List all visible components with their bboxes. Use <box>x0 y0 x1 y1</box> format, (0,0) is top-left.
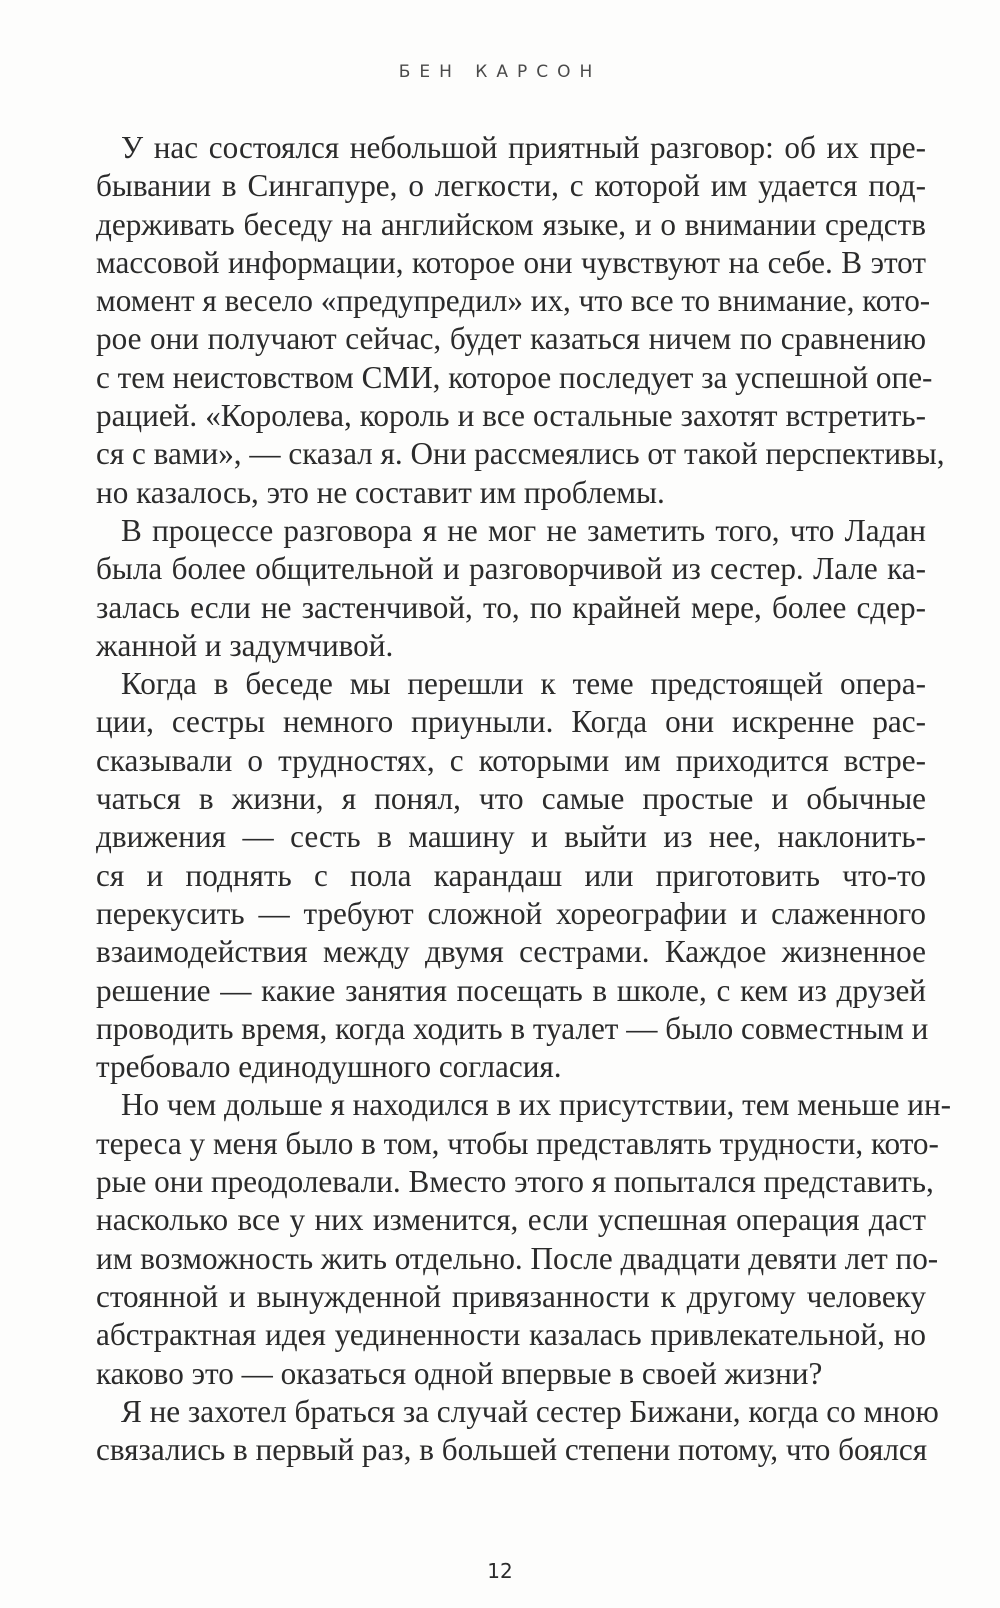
text-line: с тем неистовством СМИ, которое последует за успешной опе- <box>96 359 933 395</box>
text-line: была более общительной и разговорчивой из сестер. Лале ка- <box>96 551 926 587</box>
text-line: В процессе разговора я не мог не заметить того, что Ладан <box>121 512 926 548</box>
text-line: залась если не застенчивой, то, по крайней мере, более сдер- <box>96 589 926 625</box>
body-text <box>96 129 952 1469</box>
paragraph <box>96 1086 952 1392</box>
text-line: У нас состоялся небольшой приятный разговор: об их пре- <box>121 130 926 165</box>
page-number: 12 <box>487 1559 513 1583</box>
text-line: тереса у меня было в том, чтобы представлять трудности, кото- <box>96 1125 939 1161</box>
text-line: перекусить — требуют сложной хореографии и слаженного <box>96 895 926 931</box>
text-line: чаться в жизни, я понял, что самые простые и обычные <box>96 781 926 817</box>
text-line: абстрактная идея уединенности казалась привлекательной, но <box>96 1317 926 1353</box>
text-line: насколько все у них изменится, если успешная операция даст <box>96 1202 926 1238</box>
text-line: каково это — оказаться одной впервые в своей жизни? <box>96 1355 823 1391</box>
text-line: движения — сесть в машину и выйти из нее, наклонить- <box>96 819 926 855</box>
text-line: ся и поднять с пола карандаш или приготовить что-то <box>96 857 926 893</box>
text-line: взаимодействия между двумя сестрами. Каждое жизненное <box>96 934 926 970</box>
text-line: проводить время, когда ходить в туалет — было совместным и <box>96 1010 929 1046</box>
text-line: ции, сестры немного приуныли. Когда они искренне рас- <box>96 704 926 740</box>
paragraph <box>96 129 945 512</box>
text-line: рые они преодолевали. Вместо этого я попытался представить, <box>96 1164 934 1200</box>
paragraph <box>96 665 929 1086</box>
text-line: Я не захотел браться за случай сестер Бижани, когда со мною <box>121 1393 939 1429</box>
text-line: Но чем дольше я находился в их присутствии, тем меньше ин- <box>121 1087 952 1123</box>
text-line: ся с вами», — сказал я. Они рассмеялись от такой перспективы, <box>96 436 945 472</box>
text-line: связались в первый раз, в большей степени потому, что боялся <box>96 1432 928 1468</box>
paragraph <box>96 1393 939 1470</box>
text-line: требовало единодушного согласия. <box>96 1049 562 1085</box>
text-line: сказывали о трудностях, с которыми им приходится встре- <box>96 742 926 778</box>
running-header: БЕН КАРСОН <box>398 62 602 82</box>
text-line: Когда в беседе мы перешли к теме предстоящей опера- <box>121 666 926 702</box>
text-line: им возможность жить отдельно. После двадцати девяти лет по- <box>96 1240 939 1276</box>
text-line: но казалось, это не составит им проблемы. <box>96 474 665 510</box>
text-line: момент я весело «предупредил» их, что все то внимание, кото- <box>96 283 931 319</box>
text-line: рацией. «Королева, король и все остальные захотят встретить- <box>96 398 926 434</box>
text-line: бывании в Сингапуре, о легкости, с которой им удается под- <box>96 168 926 204</box>
text-line: жанной и задумчивой. <box>96 627 394 663</box>
text-line: держивать беседу на английском языке, и о внимании средств <box>96 206 926 242</box>
text-line: стоянной и вынужденной привязанности к другому человеку <box>96 1278 926 1314</box>
paragraph <box>96 512 926 665</box>
text-line: массовой информации, которое они чувствуют на себе. В этот <box>96 244 926 280</box>
text-line: решение — какие занятия посещать в школе, с кем из друзей <box>96 972 926 1008</box>
text-line: рое они получают сейчас, будет казаться ничем по сравнению <box>96 321 926 357</box>
